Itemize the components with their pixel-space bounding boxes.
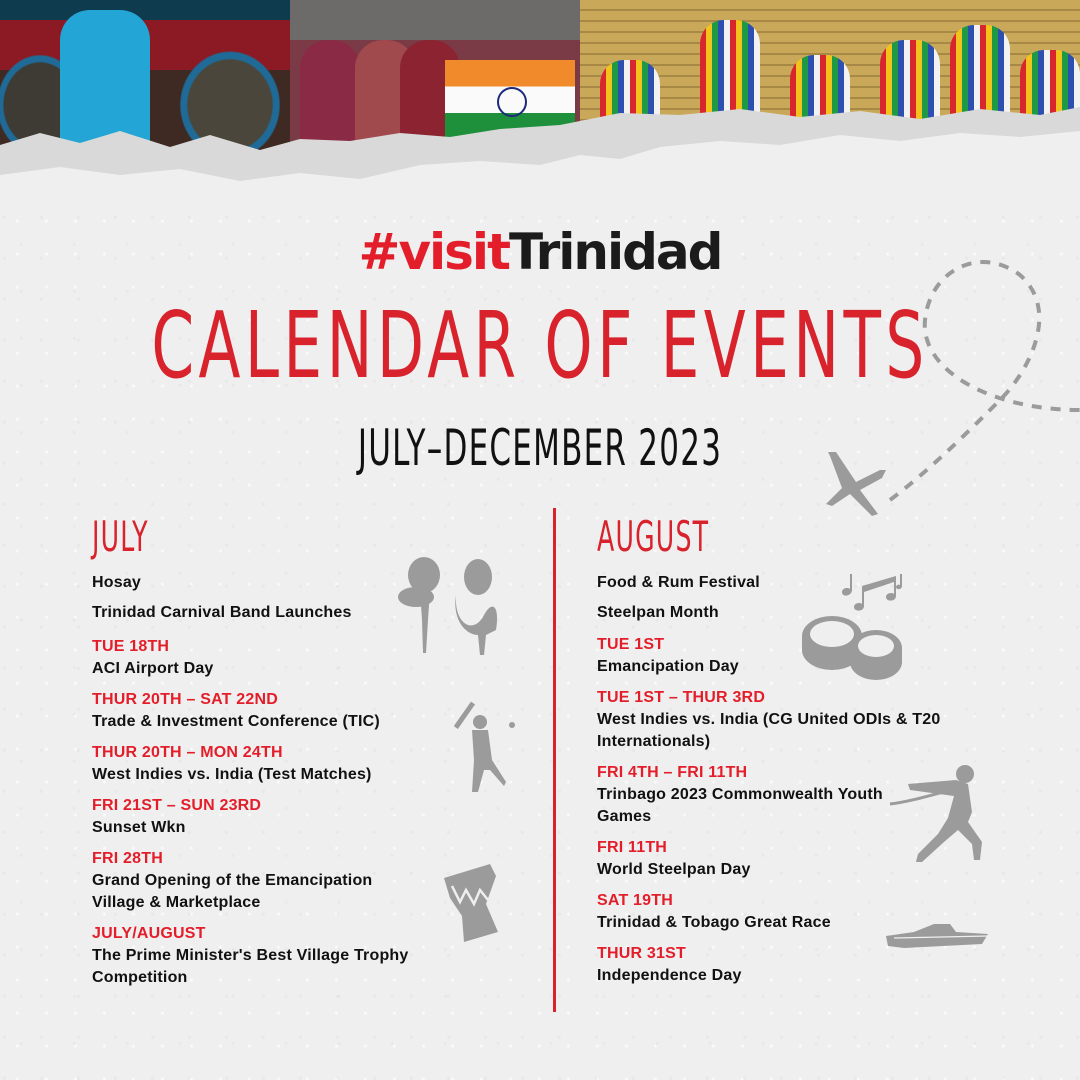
event-name: Trinidad & Tobago Great Race (597, 914, 831, 931)
event-item (92, 848, 472, 914)
event-date: FRI 28TH (92, 850, 163, 867)
cricket-batsman-icon (454, 700, 516, 810)
month-heading-july: JULY (92, 512, 149, 561)
drum-icon (442, 864, 512, 944)
event-name: Food & Rum Festival (597, 574, 760, 591)
event-date: JULY/AUGUST (92, 925, 206, 942)
event-name: Trinidad Carnival Band Launches (92, 604, 352, 621)
event-date: TUE 1ST (597, 636, 665, 653)
event-name: West Indies vs. India (CG United ODIs & T20 Internationals) (597, 711, 941, 750)
event-date: TUE 1ST – THUR 3RD (597, 689, 766, 706)
event-item (597, 634, 977, 678)
event-name: Hosay (92, 574, 142, 591)
event-date: FRI 21ST – SUN 23RD (92, 797, 262, 814)
month-heading-august: AUGUST (597, 512, 710, 561)
event-name: Trinbago 2023 Commonwealth Youth Games (597, 786, 883, 825)
event-date: FRI 11TH (597, 839, 668, 856)
event-name: Trade & Investment Conference (TIC) (92, 713, 380, 730)
event-item (92, 795, 472, 839)
event-date: SAT 19TH (597, 892, 673, 909)
event-item (92, 742, 472, 786)
event-name: Emancipation Day (597, 658, 739, 675)
event-date: THUR 31ST (597, 945, 686, 962)
logo-name-part: Trinidad (508, 223, 722, 281)
event-date: FRI 4TH – FRI 11TH (597, 764, 748, 781)
event-name: ACI Airport Day (92, 660, 214, 677)
event-name: Steelpan Month (597, 604, 719, 621)
event-date: THUR 20TH – SAT 22ND (92, 691, 278, 708)
event-item (597, 572, 977, 594)
column-divider (553, 508, 556, 1012)
event-item (92, 689, 472, 733)
event-name: World Steelpan Day (597, 861, 751, 878)
steelpan-music-icon (800, 570, 910, 680)
date-range-subtitle: JULY–DECEMBER 2023 (357, 419, 723, 477)
event-item (597, 687, 977, 753)
event-name: Grand Opening of the Emancipation Village & Marketplace (92, 872, 373, 911)
event-date: TUE 18TH (92, 638, 170, 655)
event-name: Independence Day (597, 967, 742, 984)
event-date: THUR 20TH – MON 24TH (92, 744, 283, 761)
carnival-dancers-icon (396, 555, 508, 660)
photo-banner (0, 0, 1080, 200)
event-item (597, 602, 977, 624)
event-name: West Indies vs. India (Test Matches) (92, 766, 372, 783)
logo-hash-part: #visit (358, 223, 509, 281)
speedboat-icon (884, 920, 992, 950)
event-name: The Prime Minister's Best Village Trophy Competition (92, 947, 409, 986)
event-item (92, 923, 472, 989)
runner-icon (888, 762, 983, 872)
torn-paper-edge (0, 95, 1080, 200)
event-name: Sunset Wkn (92, 819, 186, 836)
airplane-icon (822, 448, 894, 520)
page-title: CALENDAR OF EVENTS (151, 292, 929, 399)
